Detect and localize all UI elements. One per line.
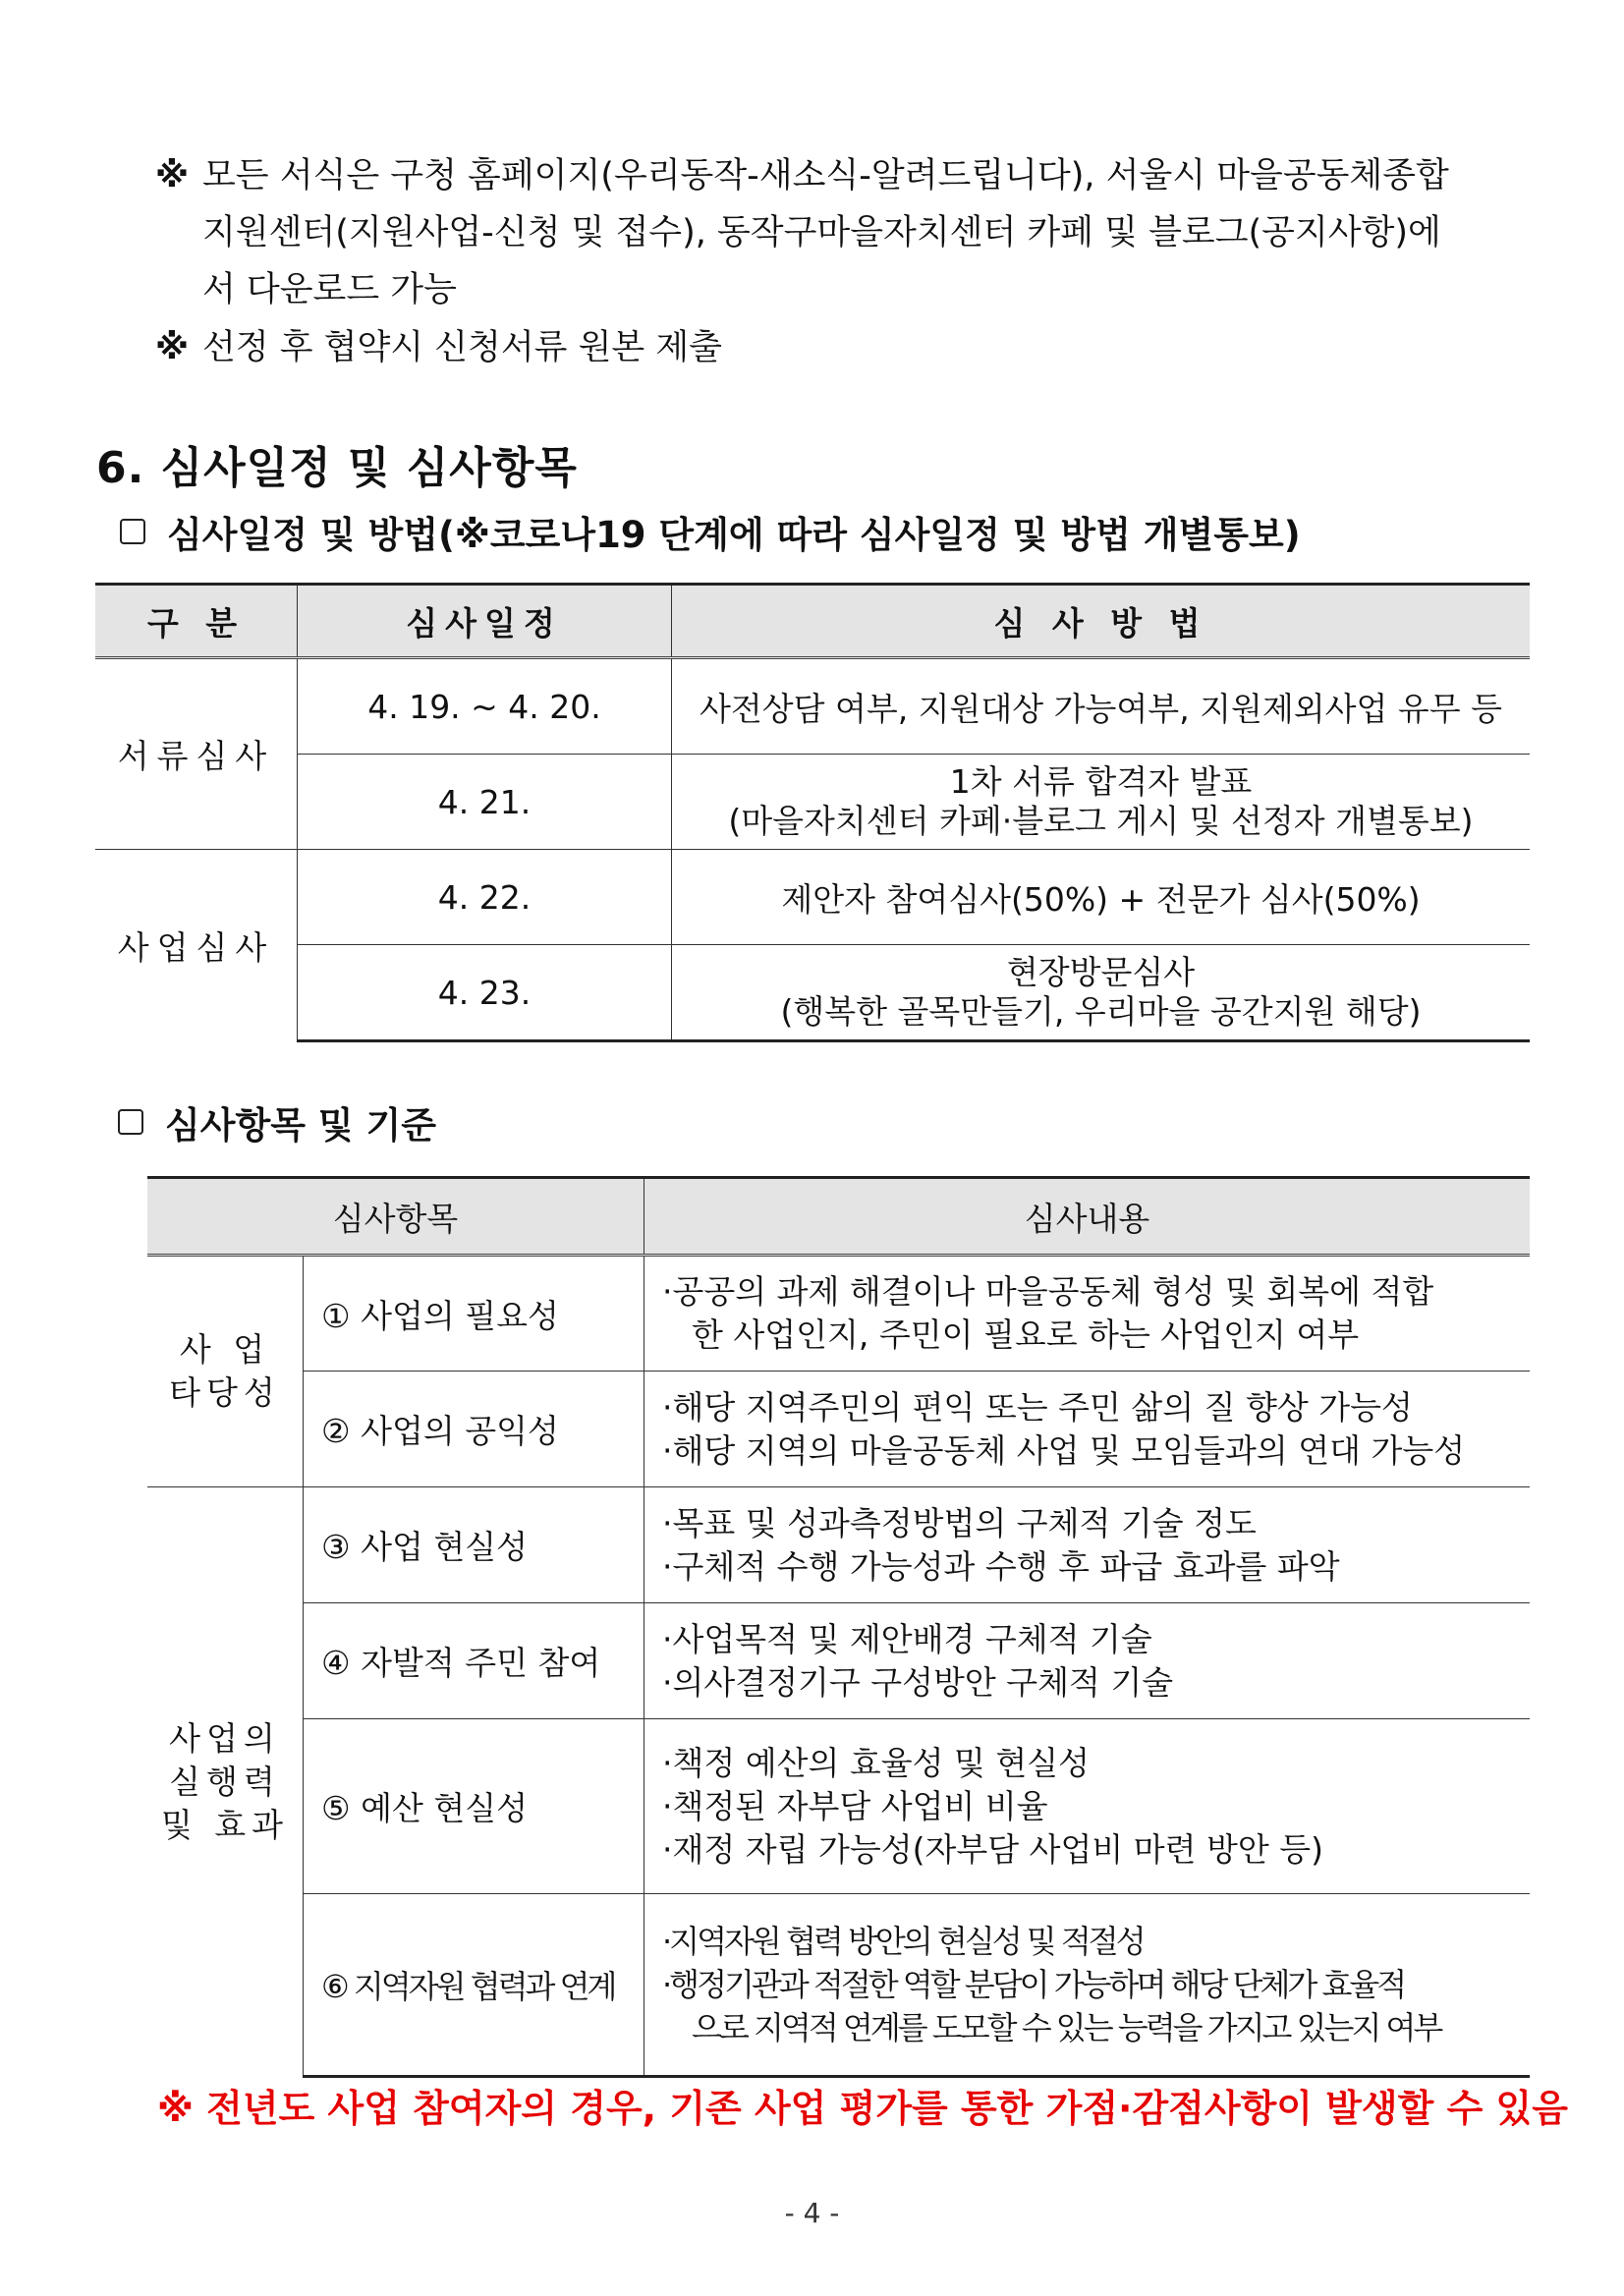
group-document-review: 서류심사 [95, 658, 298, 850]
content-line: ·지역자원 협력 방안의 현실성 및 적절성 [662, 1923, 1144, 1960]
content-line: ·목표 및 성과측정방법의 구체적 기술 정도 [662, 1503, 1257, 1542]
content-line: ·행정기관과 적절한 역할 분담이 가능하며 해당 단체가 효율적 [662, 1966, 1405, 2003]
criteria-subtitle [118, 1095, 436, 1148]
content-line: ·해당 지역의 마을공동체 사업 및 모임들과의 연대 가능성 [662, 1430, 1466, 1470]
group-line: 사업의 [169, 1718, 281, 1758]
group-validity [147, 1256, 304, 1487]
table-row [147, 1603, 1530, 1719]
criteria-item: ④ 자발적 주민 참여 [304, 1603, 644, 1719]
content-line: ·재정 자립 가능성(자부담 사업비 마련 방안 등) [662, 1829, 1323, 1869]
schedule-subtitle [120, 505, 1301, 558]
checkbox-square-icon [118, 1109, 143, 1135]
criteria-subtitle-text: 심사항목 및 기준 [165, 1104, 436, 1147]
criteria-content [644, 1487, 1531, 1603]
group-project-review: 사업심사 [95, 850, 298, 1041]
note-original [155, 319, 1550, 376]
criteria-content [644, 1603, 1531, 1719]
table-row [95, 945, 1530, 1041]
criteria-item: ③ 사업 현실성 [304, 1487, 644, 1603]
method-line: 1차 서류 합격자 발표 [949, 762, 1253, 801]
criteria-content [644, 1372, 1531, 1487]
method-line: 현장방문심사 [1006, 953, 1196, 991]
content-line: ·사업목적 및 제안배경 구체적 기술 [662, 1619, 1152, 1658]
table-row [95, 658, 1530, 755]
criteria-content [644, 1894, 1531, 2077]
content-line: 으로 지역적 연계를 도모할 수 있는 능력을 가지고 있는지 여부 [692, 2009, 1441, 2046]
schedule-method: 사전상담 여부, 지원대상 가능여부, 지원제외사업 유무 등 [672, 658, 1531, 755]
section-title: 6. 심사일정 및 심사항목 [96, 443, 578, 493]
note-line: 서 다운로드 가능 [202, 270, 457, 309]
header-method: 심 사 방 법 [672, 585, 1531, 658]
note-line: 지원센터(지원사업-신청 및 접수), 동작구마을자치센터 카페 및 블로그(공지사항)에 [202, 213, 1441, 252]
group-line: 실행력 [169, 1762, 281, 1801]
table-row [147, 1487, 1530, 1603]
table-row [147, 1894, 1530, 2077]
note-line: 모든 서식은 구청 홈페이지(우리동작-새소식-알려드립니다), 서울시 마을공동체종합 [202, 156, 1449, 196]
note-mark: ※ [155, 156, 190, 196]
schedule-table [95, 583, 1530, 1042]
schedule-method: 제안자 참여심사(50%) + 전문가 심사(50%) [672, 850, 1531, 945]
content-line: ·책정 예산의 효율성 및 현실성 [662, 1743, 1090, 1782]
note-mark: ※ [155, 328, 190, 367]
content-line: ·구체적 수행 가능성과 수행 후 파급 효과를 파악 [662, 1546, 1340, 1586]
header-item: 심사항목 [147, 1178, 644, 1256]
schedule-date: 4. 19. ~ 4. 20. [298, 658, 672, 755]
warning-note: ※ 전년도 사업 참여자의 경우, 기존 사업 평가를 통한 가점·감점사항이 발생할 수 있음 [157, 2087, 1568, 2130]
schedule-method [672, 755, 1531, 850]
content-line: ·의사결정기구 구성방안 구체적 기술 [662, 1662, 1174, 1702]
schedule-date: 4. 22. [298, 850, 672, 945]
criteria-item: ① 사업의 필요성 [304, 1256, 644, 1372]
group-feasibility [147, 1487, 304, 2077]
content-line: ·해당 지역주민의 편익 또는 주민 삶의 질 향상 가능성 [662, 1387, 1413, 1427]
group-line: 및 효과 [160, 1805, 290, 1844]
criteria-item: ② 사업의 공익성 [304, 1372, 644, 1487]
table-row [147, 1256, 1530, 1372]
criteria-table [147, 1176, 1530, 2078]
criteria-item: ⑤ 예산 현실성 [304, 1719, 644, 1894]
table-header-row [95, 585, 1530, 658]
table-row [147, 1719, 1530, 1894]
header-category: 구 분 [95, 585, 298, 658]
table-row [95, 850, 1530, 945]
group-line: 사 업 [179, 1330, 271, 1369]
method-line: (행복한 골목만들기, 우리마을 공간지원 해당) [780, 992, 1422, 1031]
header-date: 심사일정 [298, 585, 672, 658]
criteria-item: ⑥ 지역자원 협력과 연계 [304, 1894, 644, 2077]
schedule-subtitle-text: 심사일정 및 방법(※코로나19 단계에 따라 심사일정 및 방법 개별통보) [167, 514, 1301, 556]
note-download [155, 147, 1550, 318]
schedule-date: 4. 21. [298, 755, 672, 850]
page-number: - 4 - [784, 2197, 840, 2229]
schedule-method [672, 945, 1531, 1041]
criteria-content [644, 1719, 1531, 1894]
content-line: ·공공의 과제 해결이나 마을공동체 형성 및 회복에 적합 [662, 1272, 1434, 1311]
content-line: ·책정된 자부담 사업비 비율 [662, 1786, 1048, 1825]
note-line: 선정 후 협약시 신청서류 원본 제출 [202, 328, 722, 367]
checkbox-square-icon [120, 519, 145, 544]
table-row [95, 755, 1530, 850]
criteria-content [644, 1256, 1531, 1372]
header-content: 심사내용 [644, 1178, 1531, 1256]
method-line: (마을자치센터 카페·블로그 게시 및 선정자 개별통보) [728, 802, 1474, 840]
table-header-row [147, 1178, 1530, 1256]
content-line: 한 사업인지, 주민이 필요로 하는 사업인지 여부 [692, 1316, 1360, 1354]
group-line: 타당성 [169, 1373, 281, 1412]
schedule-date: 4. 23. [298, 945, 672, 1041]
table-row [147, 1372, 1530, 1487]
